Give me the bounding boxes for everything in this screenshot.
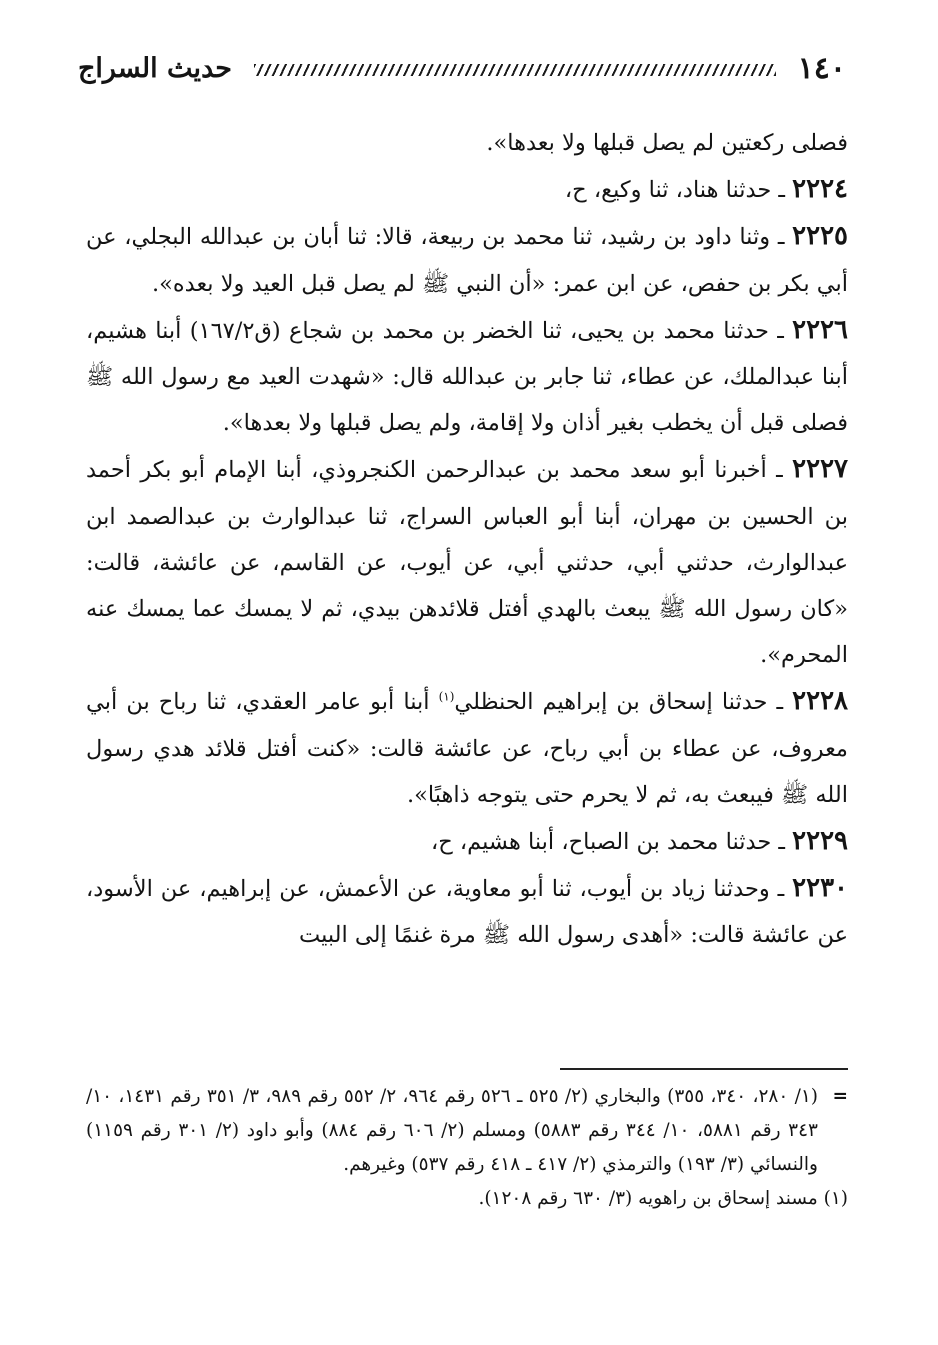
hadith-text: ـ حدثنا محمد بن يحيى، ثنا الخضر بن محمد بن شجاع (ق١٦٧/٢) أبنا هشيم، أبنا عبدالملك، عن عطاء، ثنا جابر بن عبدالله قال: «شهدت العيد مع رسول الله ﷺ فصلى قبل أن يخطب بغير أذان ولا إقامة، ولم يصل قبلها ولا بعدها». bbox=[86, 317, 848, 437]
hadith-number: ٢٢٣٠ bbox=[792, 873, 848, 904]
hadith-number: ٢٢٢٤ bbox=[792, 174, 848, 205]
page-number: ١٤٠ bbox=[797, 50, 846, 86]
hadith-2227 bbox=[86, 446, 848, 678]
hadith-2230 bbox=[86, 865, 848, 958]
continuation-mark: = bbox=[832, 1086, 848, 1107]
hadith-2226 bbox=[86, 307, 848, 447]
page-header bbox=[78, 48, 846, 88]
hadith-2225 bbox=[86, 213, 848, 306]
hadith-text: ـ أخبرنا أبو سعد محمد بن عبدالرحمن الكنجروذي، أبنا الإمام أبو بكر أحمد بن الحسين بن مهران، أبنا أبو العباس السراج، ثنا عبدالوارث بن عبدالصمد ابن عبدالوارث، حدثني أبي، حدثني أبي، عن أيوب، عن القاسم، عن عائشة، قالت: «كان رسول الله ﷺ يبعث بالهدي أفتل قلائدهن بيدي، ثم لا يمسك عما يمسك عنه المحرم». bbox=[86, 457, 848, 669]
hadith-continuation: فصلى ركعتين لم يصل قبلها ولا بعدها». bbox=[486, 130, 848, 156]
main-text bbox=[86, 120, 848, 959]
footnote-continuation-text: (١/ ٢٨٠، ٣٤٠، ٣٥٥) والبخاري (٢/ ٥٢٥ ـ ٥٢٦ رقم ٩٦٤، ٢/ ٥٥٢ رقم ٩٨٩، ٣/ ٣٥١ رقم ١٤٣١، ١٠/ ٣٤٣ رقم ٥٨٨١، ١٠/ ٣٤٤ رقم ٥٨٨٣) ومسلم (٢/ ٦٠٦ رقم ٨٨٤) وأبو داود (٢/ ٣٠١ رقم ١١٥٩) والنسائي (٣/ ١٩٣) والترمذي (٢/ ٤١٧ ـ ٤١٨ رقم ٥٣٧) وغيرهم. bbox=[86, 1086, 818, 1175]
header-ornament bbox=[254, 64, 776, 76]
hadith-number: ٢٢٢٥ bbox=[792, 221, 848, 252]
footnote-separator bbox=[560, 1068, 848, 1070]
footnotes bbox=[86, 1080, 848, 1216]
footnote-continuation bbox=[86, 1080, 848, 1182]
hadith-2229 bbox=[86, 818, 848, 865]
hadith-number: ٢٢٢٦ bbox=[792, 314, 848, 345]
hadith-2228 bbox=[86, 678, 848, 818]
hadith-text: ـ حدثنا هناد، ثنا وكيع، ح، bbox=[564, 177, 793, 204]
running-title: حديث السراج bbox=[78, 52, 232, 84]
hadith-number: ٢٢٢٩ bbox=[792, 826, 848, 857]
hadith-number: ٢٢٢٨ bbox=[792, 686, 848, 717]
hadith-text: ـ وحدثنا زياد بن أيوب، ثنا أبو معاوية، عن الأعمش، عن إبراهيم، عن الأسود، عن عائشة قالت: «أهدى رسول الله ﷺ مرة غنمًا إلى البيت bbox=[86, 876, 848, 949]
hadith-text: ـ حدثنا إسحاق بن إبراهيم الحنظلي bbox=[454, 689, 793, 716]
hadith-number: ٢٢٢٧ bbox=[792, 454, 848, 485]
hadith-text: ـ حدثنا محمد بن الصباح، أبنا هشيم، ح، bbox=[430, 829, 793, 856]
footnote-reference: (١) bbox=[438, 689, 455, 704]
hadith-text-continued: أبنا أبو عامر العقدي، ثنا رباح بن أبي معروف، عن عطاء بن أبي رباح، عن عائشة قالت: «كنت أفتل قلائد هدي رسول الله ﷺ فيبعث به، ثم لا يحرم حتى يتوجه ذاهبًا». bbox=[86, 689, 848, 808]
hadith-2224 bbox=[86, 166, 848, 213]
footnote-1: (١) مسند إسحاق بن راهويه (٣/ ٦٣٠ رقم ١٢٠٨). bbox=[478, 1188, 848, 1209]
hadith-text: ـ وثنا داود بن رشيد، ثنا محمد بن ربيعة، قالا: ثنا أبان بن عبدالله البجلي، عن أبي بكر بن حفص، عن ابن عمر: «أن النبي ﷺ لم يصل قبل العيد ولا بعده». bbox=[86, 224, 848, 297]
